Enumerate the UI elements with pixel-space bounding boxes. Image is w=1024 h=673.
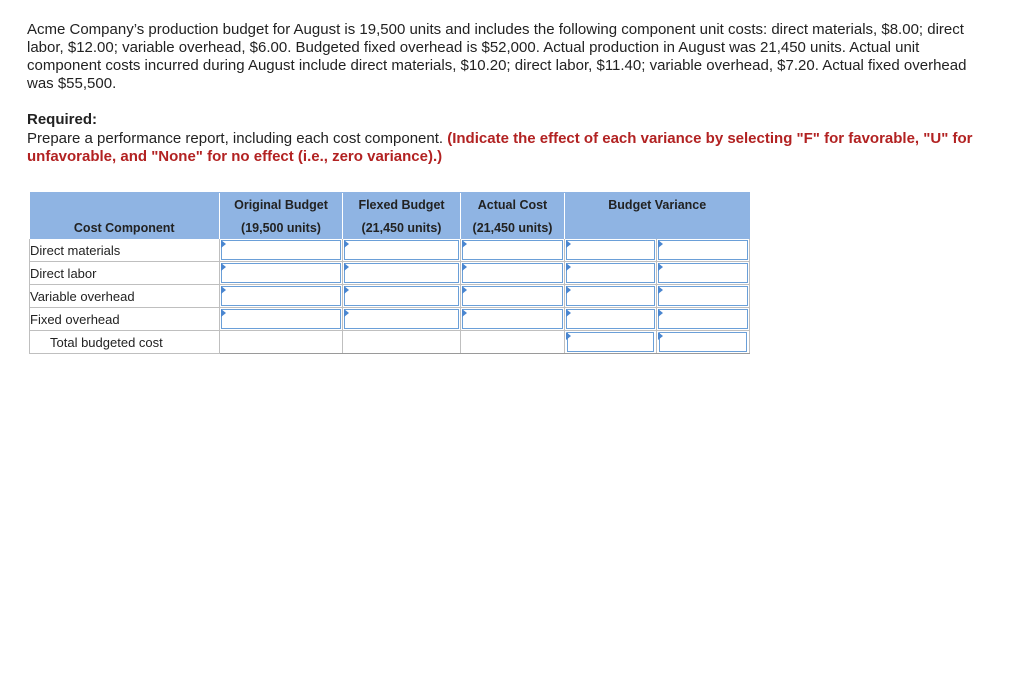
header-actual-units: (21,450 units) bbox=[461, 216, 565, 239]
variance-effect-select[interactable] bbox=[657, 308, 750, 331]
header-actual-cost: Actual Cost bbox=[461, 193, 565, 217]
total-row bbox=[30, 331, 750, 354]
row-label-direct-labor: Direct labor bbox=[30, 262, 220, 285]
row-label-fixed-overhead: Fixed overhead bbox=[30, 308, 220, 331]
instructions bbox=[27, 130, 987, 166]
header-row-1 bbox=[30, 193, 750, 217]
actual-cost-input[interactable] bbox=[461, 239, 565, 262]
problem-statement: Acme Company’s production budget for August is 19,500 units and includes the following component unit costs: direct materials, $8.00; direct labor, $12.00; variable overhead, $6.00. Budgeted fixed overhead is $52,000. Actual production in August was 21,450 units. Actual unit component costs incurred during August include direct materials, $10.20; direct labor, $11.40; variable overhead, $7.20. Actual fixed overhead was $55,500. bbox=[27, 21, 967, 92]
header-blank bbox=[30, 193, 220, 217]
instructions-prompt: Prepare a performance report, including each cost component. bbox=[27, 130, 448, 147]
row-label-total: Total budgeted cost bbox=[30, 331, 220, 354]
header-row-2 bbox=[30, 216, 750, 239]
variance-amount-total-input[interactable] bbox=[565, 331, 657, 354]
original-budget-input[interactable] bbox=[220, 239, 343, 262]
variance-amount-input[interactable] bbox=[565, 285, 657, 308]
header-original-budget: Original Budget bbox=[220, 193, 343, 217]
actual-cost-input[interactable] bbox=[461, 308, 565, 331]
variance-amount-input[interactable] bbox=[565, 239, 657, 262]
flexed-budget-input[interactable] bbox=[343, 262, 461, 285]
actual-cost-input[interactable] bbox=[461, 262, 565, 285]
header-flexed-budget: Flexed Budget bbox=[343, 193, 461, 217]
variance-effect-select[interactable] bbox=[657, 262, 750, 285]
variance-effect-select[interactable] bbox=[657, 239, 750, 262]
original-budget-input[interactable] bbox=[220, 285, 343, 308]
table-row bbox=[30, 308, 750, 331]
performance-report-table bbox=[29, 192, 750, 354]
table-row bbox=[30, 262, 750, 285]
row-label-variable-overhead: Variable overhead bbox=[30, 285, 220, 308]
required-heading: Required: bbox=[27, 111, 98, 128]
original-budget-total bbox=[220, 331, 343, 354]
original-budget-input[interactable] bbox=[220, 262, 343, 285]
header-original-units: (19,500 units) bbox=[220, 216, 343, 239]
flexed-budget-input[interactable] bbox=[343, 308, 461, 331]
table-row bbox=[30, 239, 750, 262]
variance-effect-select[interactable] bbox=[657, 285, 750, 308]
flexed-budget-input[interactable] bbox=[343, 239, 461, 262]
actual-cost-total bbox=[461, 331, 565, 354]
original-budget-input[interactable] bbox=[220, 308, 343, 331]
flexed-budget-input[interactable] bbox=[343, 285, 461, 308]
instructions-note: (Indicate the effect of each variance by selecting "F" for favorable, "U" for unfavorable, and "None" for no effect (i.e., zero variance).) bbox=[27, 130, 973, 165]
header-cost-component: Cost Component bbox=[30, 216, 220, 239]
header-budget-variance: Budget Variance bbox=[565, 193, 750, 217]
variance-effect-total-select[interactable] bbox=[657, 331, 750, 354]
variance-amount-input[interactable] bbox=[565, 308, 657, 331]
header-flexed-units: (21,450 units) bbox=[343, 216, 461, 239]
flexed-budget-total bbox=[343, 331, 461, 354]
variance-amount-input[interactable] bbox=[565, 262, 657, 285]
table-row bbox=[30, 285, 750, 308]
row-label-direct-materials: Direct materials bbox=[30, 239, 220, 262]
header-variance-blank bbox=[565, 216, 750, 239]
actual-cost-input[interactable] bbox=[461, 285, 565, 308]
